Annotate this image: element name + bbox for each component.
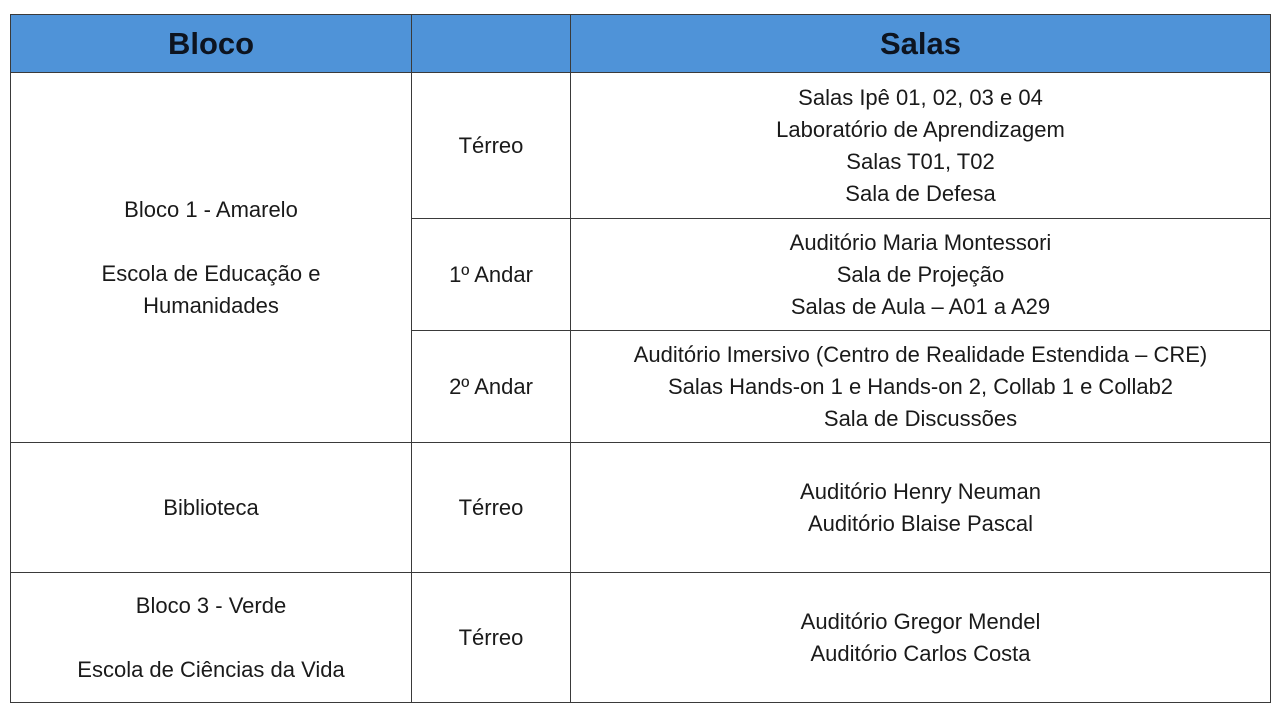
rooms-cell <box>571 443 1271 573</box>
room-item: Auditório Gregor Mendel <box>800 608 1041 634</box>
floor-cell: Térreo <box>412 73 571 219</box>
bloco-cell-bloco1 <box>11 73 412 443</box>
rooms-table <box>10 14 1271 703</box>
floor-cell: 1º Andar <box>412 219 571 331</box>
bloco-school-cont: Humanidades <box>143 292 279 318</box>
rooms-cell <box>571 331 1271 443</box>
bloco-cell-biblioteca <box>11 443 412 573</box>
bloco-cell-bloco3 <box>11 573 412 703</box>
rooms-cell <box>571 73 1271 219</box>
table-row <box>11 573 1271 703</box>
rooms-cell <box>571 219 1271 331</box>
room-item: Auditório Henry Neuman <box>800 478 1041 504</box>
bloco-name: Biblioteca <box>163 494 259 520</box>
room-item: Salas T01, T02 <box>846 148 995 174</box>
header-bloco: Bloco <box>11 15 412 73</box>
room-item: Auditório Carlos Costa <box>810 640 1031 666</box>
bloco-school: Escola de Educação e <box>101 260 321 286</box>
room-item: Salas Ipê 01, 02, 03 e 04 <box>798 84 1043 110</box>
rooms-cell <box>571 573 1271 703</box>
room-item: Sala de Projeção <box>836 261 1005 287</box>
floor-cell: Térreo <box>412 573 571 703</box>
room-item: Sala de Discussões <box>823 405 1018 431</box>
floor-cell: Térreo <box>412 443 571 573</box>
table-row <box>11 73 1271 219</box>
room-item: Auditório Maria Montessori <box>789 229 1052 255</box>
room-item: Salas de Aula – A01 a A29 <box>790 293 1051 319</box>
room-item: Auditório Blaise Pascal <box>807 510 1033 536</box>
room-item: Sala de Defesa <box>845 180 996 206</box>
table-row <box>11 443 1271 573</box>
bloco-name: Bloco 1 - Amarelo <box>124 196 298 222</box>
floor-cell: 2º Andar <box>412 331 571 443</box>
bloco-name: Bloco 3 - Verde <box>135 592 287 618</box>
header-andar-empty <box>412 15 571 73</box>
room-item: Auditório Imersivo (Centro de Realidade Estendida – CRE) <box>633 341 1208 367</box>
room-item: Salas Hands-on 1 e Hands-on 2, Collab 1 e Collab2 <box>667 373 1174 399</box>
bloco-school: Escola de Ciências da Vida <box>77 656 345 682</box>
header-row <box>11 15 1271 73</box>
room-item: Laboratório de Aprendizagem <box>776 116 1065 142</box>
header-salas: Salas <box>571 15 1271 73</box>
